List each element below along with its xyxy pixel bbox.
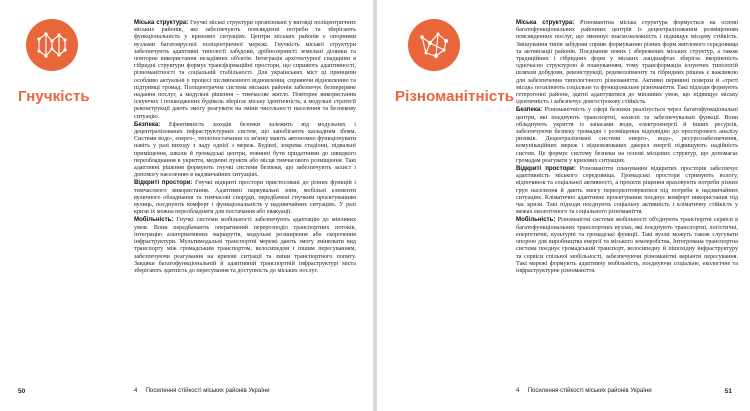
label-security: Безпека:	[516, 106, 543, 114]
paragraph-open-spaces	[134, 179, 356, 216]
text-security: Ефективність заходів безпеки залежить від модульних і децентралізованих інфраструктурних систем, що запобігають каскадним збоям. Системи водо-, енерго-, теплопостачання та зв'язку мають автономно функціонувати навіть у разі виходу з ладу однієї з мереж. Будівлі, зокрема стадіони, підвальні приміщення, школи й громадські центри, повинні бути придатними до швидкого переобладнання в укриття, медичні пункти або місця тимчасового розміщення. Такі адаптивні рішення формують гнучкі системи безпеки, що забезпечують захист і допомогу населенню в надзвичайних ситуаціях.	[134, 121, 356, 179]
chapter-number: 4	[134, 388, 138, 394]
chapter-number: 4	[516, 388, 520, 394]
text-open-spaces: Різноманіття планування відкритих просторів забезпечує адаптивність міського середовища. Громадські простори стримують вологу, відпочинок та соціальної активності, а проєкти ріщення враховують потреби різних груп населення й дають змогу переорієнтовуватися під потреби в надзвичайних ситуаціях. Кліматично адаптивне проєктування поєднує комфорт використання під час кризи. Такі підходи поєднують соціальну активність і кліматичну стійкість у межах екологічного та соціального різноманіття.	[516, 166, 738, 216]
text-mobility: Гнучкі системи мобільності забезпечують адаптацію до мінливих умов. Вони передбачають оперативний перерозподіл транспортних потоків, інтеграцію альтернативних маршрутів, модульне розширення або скорочення інфраструктури. Мультимодальні транспортні мережі дають змогу змінювати вид транспорту між громадським транспортом, велосипедом і пішим пересуванням, забезпечуючи реагування на кризові ситуації та зміни транспортного попиту. Завдяки багатофункціональній й адаптивній транспортній інфраструктурі міста зберігають здатність до пересування та доступність до міських послуг.	[134, 217, 356, 274]
label-open-spaces: Відкриті простори:	[516, 165, 576, 173]
page-right	[377, 0, 750, 411]
chapter-title: Посилення стійкості міських районів України	[527, 388, 652, 394]
running-footer	[134, 388, 270, 394]
label-mobility: Мобільність:	[516, 216, 556, 224]
page-left	[0, 0, 373, 411]
body-column	[516, 19, 738, 275]
label-urban-structure: Міська структура:	[516, 19, 575, 26]
section-heading: Гнучкість	[18, 88, 90, 105]
label-urban-structure: Міська структура:	[134, 19, 189, 26]
paragraph-security	[516, 106, 738, 165]
label-mobility: Мобільність:	[134, 216, 174, 224]
running-footer	[516, 388, 652, 394]
text-urban-structure: Гнучкі міські структури організовані у вигляді поліцентричних міських районів, які забезпечують повсякденні потреби та зберігають функціональність у кризових ситуаціях. Центри міських районів є опорними вузлами багатоярусної поліцентричної мережі. Гнучкість міської структури забезпечують адаптивні типології забудови, дрібнозернисті земельні ділянки та повторне використання незадіяних об'єктів. Інтеграція архітектурної спадщини в гібридні структури формує трансформаційні простори, що сприяють адаптивності, різноманітності та соціальній стабільності. Для українських міст ці принципи особливо актуальні у процесі післявоєнного відновлення, сприяючи відновленню та підтримці громад. Поліцентрична система міських районів забезпечує безперервне надання послуг, а модульні рішення – тимчасове житло. Повторне використання існуючих і пошкоджених будівель зберігає міську ідентичність, а модульні стратегії реконструкції дають змогу реагувати на зміни чисельності населення та безпекову ситуацію.	[134, 20, 356, 120]
diversity-network-icon	[408, 19, 460, 71]
text-open-spaces: Гнучкі відкриті простори пристосовані до різних функцій і тимчасового використання. Адаптивні паркувальні зони, мобільні елементи вуличного обладнання та тимчасові споруди, передбачені гнучким проєктуванням вулиць, поєднують комфорт і функціональність у надзвичайних ситуаціях. У разі кризи їх можна переобладнати для постачання або евакуації.	[134, 180, 356, 216]
text-security: Різноманітність у сфері безпеки реалізується через багатофункціональні центри, які поєднують транспортні, захисні та забезпечувальні функції. Вони обладнують укриття із запасами води, електроенергії й інших ресурсів, забезпечуючи безпеку громадян і розміщення відповідно до просторового аналізу ризиків. Децентралізовані системи енерго-, водо-, ресурсозабезпечення, комунікаційних мереж і відновлюваних джерел енергії підвищують надійність систем. Це формує систему безпеки на основі місцевих структур, що допомагає громадам реагувати у кризових ситуаціях.	[516, 107, 738, 164]
label-open-spaces: Відкриті простори:	[134, 179, 193, 187]
label-security: Безпека:	[134, 120, 161, 128]
text-mobility: Різноманітні системи мобільності об'єднують транспортні сервіси в багатофункціональних транспортних вузлах, які поєднують транспортні, логістичні, енергетичні, культурні та громадські функції. Такі вузли можуть також слугувати опорою для виробництва енергії та міського землеробства. Інтегрована транспортна система поєднує громадський транспорт, велосипедну й пішохідну інфраструктуру та сервіси спільної мобільності, забезпечуючи різноманітні варіанти пересування. Такі мережі формують адаптивну мобільність, поєднуючи соціальне, екологічне та інфраструктурне різноманіття.	[516, 217, 738, 274]
flex-network-icon	[26, 19, 78, 71]
paragraph-mobility	[134, 216, 356, 275]
chapter-title: Посилення стійкості міських районів України	[145, 388, 270, 394]
section-heading: Різноманітність	[395, 88, 515, 105]
paragraph-mobility	[516, 216, 738, 275]
page-number: 51	[724, 388, 732, 395]
body-column	[134, 19, 356, 275]
page-number: 50	[18, 388, 26, 395]
paragraph-open-spaces	[516, 165, 738, 216]
paragraph-urban-structure	[134, 19, 356, 121]
paragraph-urban-structure	[516, 19, 738, 106]
paragraph-security	[134, 121, 356, 180]
text-urban-structure: Різноманітна міська структура формується на основі багатофункціональних районних центрів із децентралізованим розміщенням повсякденних послуг, що зменшує взаємозалежність і підвищує місцеву стійкість. Змішування типів забудови сприяє формуванню різних форм житлового середовища та активізації районів. Поєднання нових і збережених міських структур, а також традиційних і гібридних форм у міських ландшафтах зберігає вкоріненість одночасно структурою й плануванням, тому трансформація існуючих типологій шляхом добудови, реконструкції, редевелопменту та гібридних рішень є важливою для забезпечення типологічного різноманіття. Активні первинні поверхи й «третi місця» посилюють соціальне та функціональне різноманіття. Такі підходи формують гетерогенні райони, здатні адаптуватися до мінливих умов, що підвищує міську ідентичність і забезпечує довгострокову стійкість.	[516, 20, 739, 106]
